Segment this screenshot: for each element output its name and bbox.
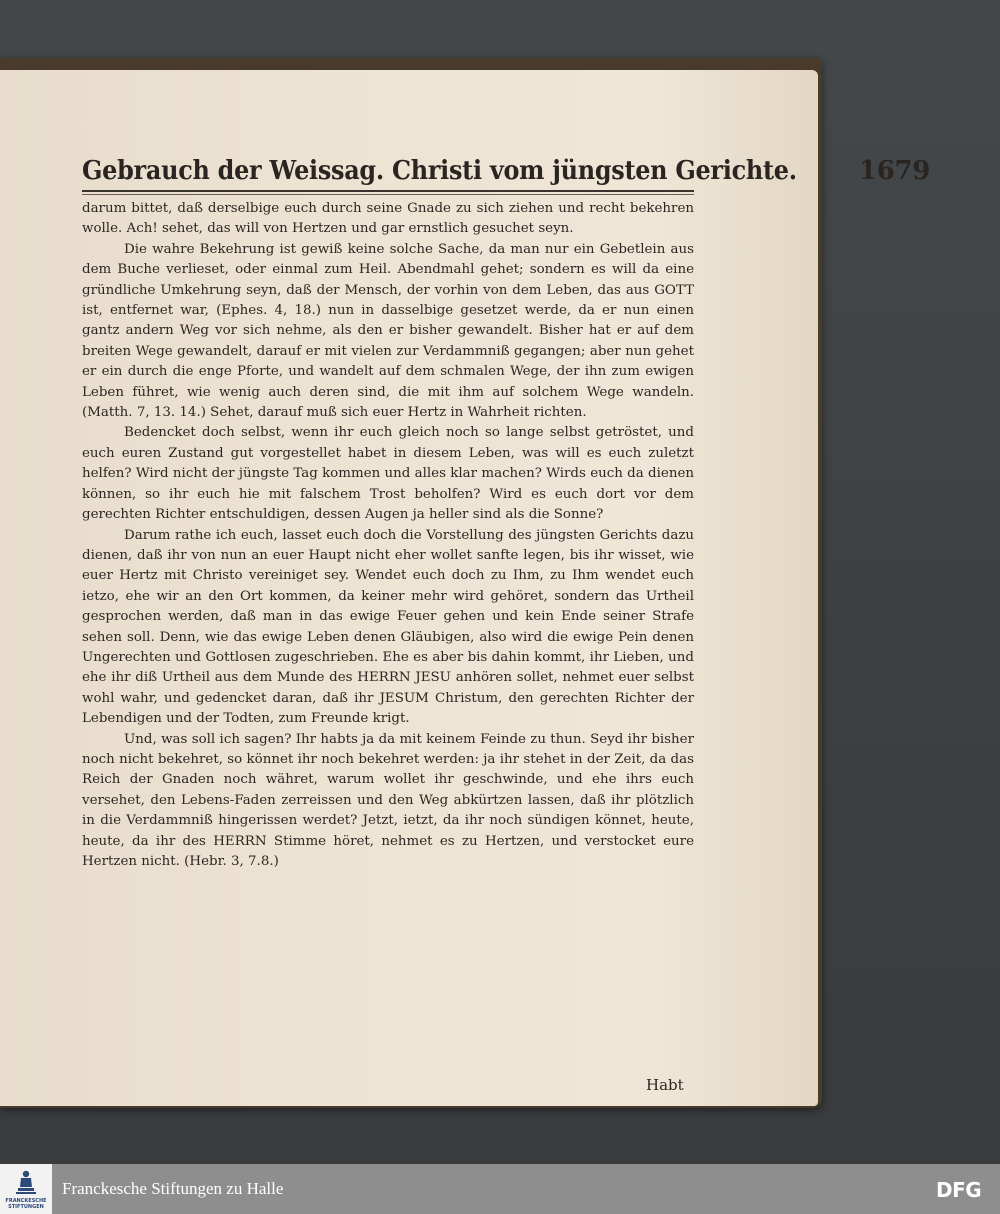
logo-text: FRANCKESCHE STIFTUNGEN [5, 1198, 47, 1210]
paragraph: Die wahre Bekehrung ist gewiß keine solche Sache, da man nur ein Gebetlein aus dem Buche verlieset, oder einmal zum Heil. Abendmahl gehet; sondern es will da eine gründliche Umkehrung seyn, daß der Mensch, der vorhin von dem Leben, das aus GOTT ist, entfernet war, (Ephes. 4, 18.) nun in dasselbige gesetzet werde, da er nun einen gantz andern Weg vor sich nehme, als den er bisher gewandelt. Bisher hat er auf dem breiten Wege gewandelt, darauf er mit vielen zur Verdammniß gegangen; aber nun gehet er ein durch die enge Pforte, und wandelt auf dem schmalen Wege, der ihn zum ewigen Leben führet, wie wenig auch deren sind, die mit ihm auf solchem Wege wandeln. (Matth. 7, 13. 14.) Sehet, darauf muß sich euer Hertz in Wahrheit richten. [82, 241, 694, 421]
catchword: Habt [646, 1076, 684, 1094]
footer-bar [0, 1164, 1000, 1214]
header-rule-thin [82, 194, 694, 195]
paragraph: Und, was soll ich sagen? Ihr habts ja da mit keinem Feinde zu thun. Seyd ihr bisher noch nicht bekehret, so könnet ihr noch bekehret werden: ja ihr stehet in der Zeit, da das Reich der Gnaden noch währet, warum wollet ihr geschwinde, und ehe ihrs euch versehet, den Lebens-Faden zerreissen und den Weg abkürtzen lassen, daß ihr plötzlich in die Verdammniß hingerissen werdet? Jetzt, ietzt, da ihr noch sündigen könnet, heute, heute, da ihr des HERRN Stimme höret, nehmet es zu Hertzen, und verstocket eure Hertzen nicht. (Hebr. 3, 7.8.) [82, 731, 694, 869]
page-number: 1679 [858, 156, 931, 186]
dfg-logo[interactable]: DFG [936, 1178, 982, 1202]
book-page [0, 70, 931, 1106]
paragraph: darum bittet, daß derselbige euch durch seine Gnade zu sich ziehen und recht bekehren wolle. Ach! sehet, das will von Hertzen und gar ernstlich gesuchet seyn. [82, 201, 694, 237]
running-head [82, 156, 931, 186]
page-content [82, 156, 931, 872]
orphan-statue-icon [14, 1169, 38, 1195]
running-head-title: Gebrauch der Weissag. Christi vom jüngsten Gerichte. [82, 156, 797, 186]
institution-name[interactable]: Franckesche Stiftungen zu Halle [62, 1179, 284, 1198]
paragraph: Darum rathe ich euch, lasset euch doch die Vorstellung des jüngsten Gerichts dazu dienen, daß ihr von nun an euer Haupt nicht eher wollet sanfte legen, bis ihr wisset, wie euer Hertz mit Christo vereiniget sey. Wendet euch doch zu Ihm, zu Ihm wendet euch ietzo, ehe wir an den Ort kommen, da keiner mehr wird gehöret, sondern das Urtheil gesprochen werden, daß man in das ewige Feuer gehen und kein Ende seiner Strafe sehen soll. Denn, wie das ewige Leben denen Gläubigen, also wird die ewige Pein denen Ungerechten und Gottlosen zugeschrieben. Ehe es aber bis dahin kommt, ihr Lieben, und ehe ihr diß Urtheil aus dem Munde des HERRN JESU anhören sollet, nehmet euer selbst wohl wahr, und gedencket daran, daß ihr JESUM Christum, den gerechten Richter der Lebendigen und der Todten, zum Freunde krigt. [82, 527, 694, 727]
paragraph: Bedencket doch selbst, wenn ihr euch gleich noch so lange selbst getröstet, und euch euren Zustand gut vorgestellet habet in diesem Leben, was will es euch zuletzt helfen? Wird nicht der jüngste Tag kommen und alles klar machen? Wirds euch da dienen können, so ihr euch hie mit falschem Trost beholfen? Wird es euch dort vor dem gerechten Richter entschuldigen, dessen Augen ja heller sind als die Sonne? [82, 425, 694, 523]
body-text [82, 199, 694, 872]
header-rule [82, 190, 694, 192]
institution-logo[interactable] [0, 1164, 52, 1214]
